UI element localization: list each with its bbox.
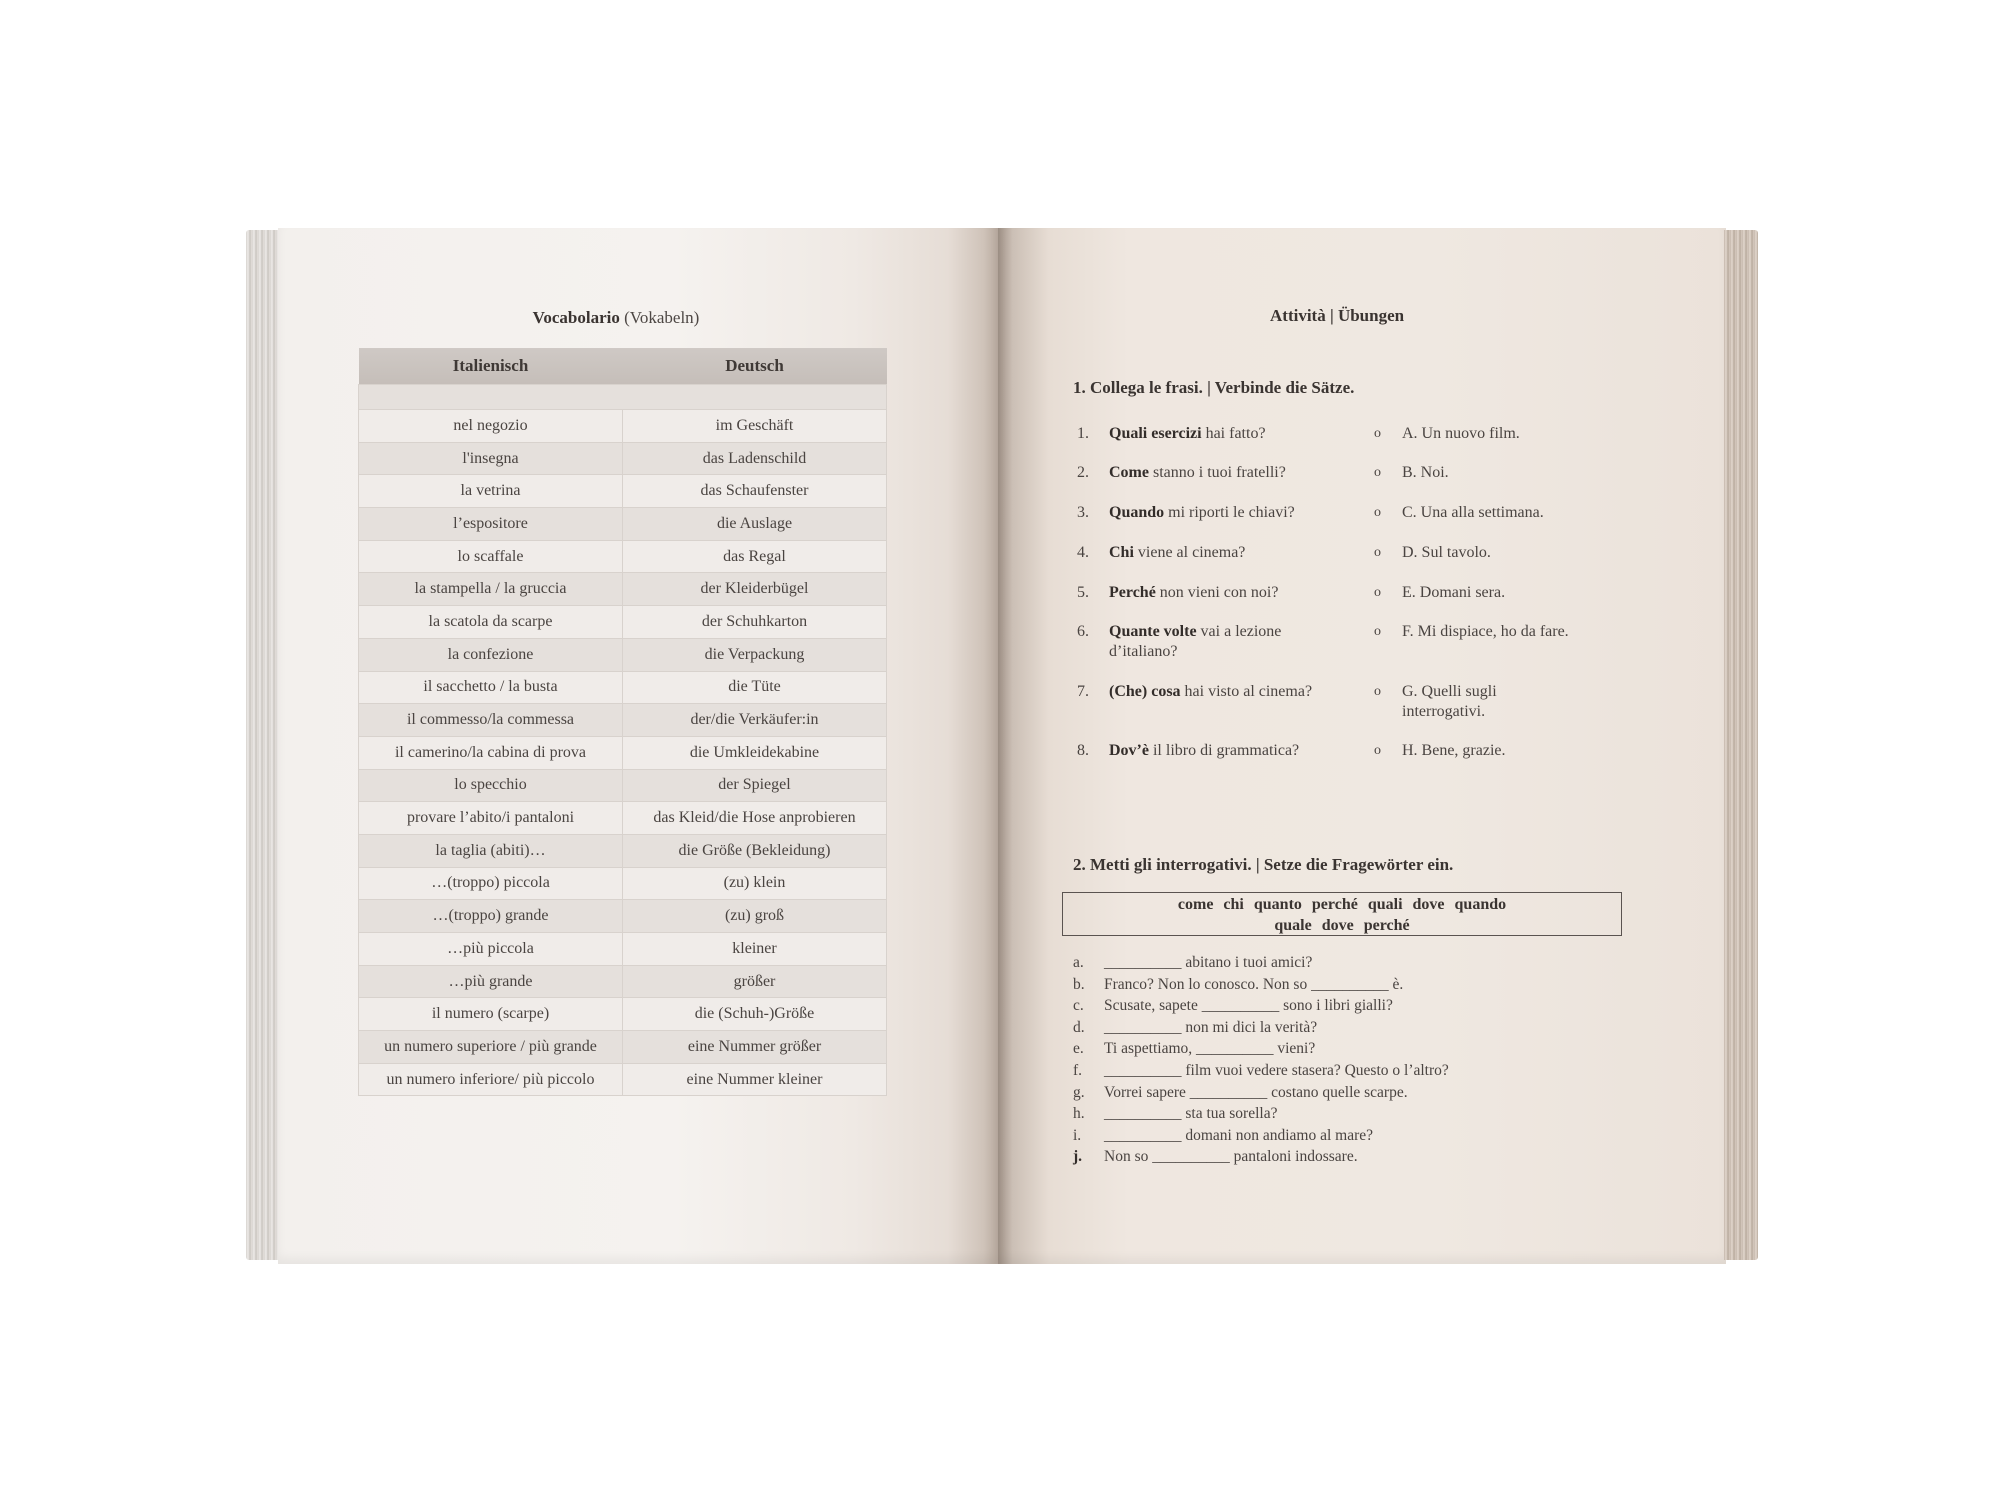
fill-in-sentence: [1073, 1103, 1277, 1124]
answer-bullet-icon: o: [1374, 426, 1381, 441]
fill-in-sentence: [1073, 1038, 1315, 1059]
question-number: 6.: [1077, 623, 1089, 640]
question-interrogative: Quante volte: [1109, 623, 1197, 640]
vocab-row: [359, 802, 887, 835]
question-interrogative: Quando: [1109, 504, 1165, 521]
vocab-row: [359, 606, 887, 639]
sentence-letter: b.: [1073, 975, 1085, 993]
vocab-german: (zu) klein: [623, 867, 887, 900]
word-bank-line-1: [1063, 894, 1621, 915]
answer-text: B. Noi.: [1402, 464, 1449, 481]
question-rest: vai a lezione d’italiano?: [1109, 623, 1282, 660]
answer-bullet-icon: o: [1374, 684, 1381, 699]
vocab-italian: la confezione: [359, 638, 623, 671]
vocab-german: der Spiegel: [623, 769, 887, 802]
vocab-body: [359, 385, 887, 1096]
vocab-german: (zu) groß: [623, 900, 887, 933]
vocab-italian: un numero inferiore/ più piccolo: [359, 1063, 623, 1096]
vocab-italian: la vetrina: [359, 475, 623, 508]
question-text: [1109, 682, 1339, 702]
vocab-row: [359, 671, 887, 704]
answer-text: F. Mi dispiace, ho da fare.: [1402, 623, 1569, 640]
question-text: [1109, 583, 1339, 603]
sentence-text: Ti aspettiamo, __________ vieni?: [1104, 1040, 1316, 1058]
word-bank-word: chi: [1223, 896, 1244, 913]
sentence-text: Vorrei sapere __________ costano quelle scarpe.: [1104, 1083, 1408, 1101]
vocab-row: [359, 933, 887, 966]
vocab-italian: il numero (scarpe): [359, 998, 623, 1031]
fill-in-sentence: [1073, 1125, 1373, 1146]
vocab-italian: l’espositore: [359, 508, 623, 541]
vocab-german: das Schaufenster: [623, 475, 887, 508]
question-text: [1109, 622, 1339, 662]
vocab-spacer-row: [359, 385, 887, 410]
question-rest: hai visto al cinema?: [1180, 683, 1313, 700]
sentence-text: Franco? Non lo conosco. Non so __________ è.: [1104, 975, 1404, 993]
word-bank-word: perché: [1311, 896, 1358, 913]
page-edges-left: [246, 230, 280, 1260]
sentence-text: __________ abitano i tuoi amici?: [1104, 954, 1313, 971]
sentence-letter: j.: [1073, 1148, 1083, 1166]
fill-in-sentence: [1073, 952, 1312, 973]
sentence-letter: a.: [1073, 954, 1084, 971]
vocab-german: der Schuhkarton: [623, 606, 887, 639]
vocab-row: [359, 704, 887, 737]
question-interrogative: Come: [1109, 464, 1149, 481]
question-interrogative: Chi: [1109, 544, 1134, 561]
question-number: 7.: [1077, 683, 1089, 700]
vocab-german: die Verpackung: [623, 638, 887, 671]
vocab-header-row: [359, 348, 887, 385]
activities-title: Attività | Übungen: [1270, 306, 1405, 325]
vocab-italian: il camerino/la cabina di prova: [359, 736, 623, 769]
vocab-row: [359, 834, 887, 867]
vocab-italian: lo specchio: [359, 769, 623, 802]
question-interrogative: (Che) cosa: [1109, 683, 1181, 700]
vocab-german: größer: [623, 965, 887, 998]
vocab-german: der Kleiderbügel: [623, 573, 887, 606]
question-text: [1109, 463, 1339, 483]
word-bank-word: quanto: [1253, 896, 1302, 913]
vocab-german: die Tüte: [623, 671, 887, 704]
word-bank-word: quale: [1274, 917, 1312, 934]
word-bank-word: dove: [1321, 917, 1354, 934]
vocab-row: [359, 1063, 887, 1096]
vocab-italian: la taglia (abiti)…: [359, 834, 623, 867]
fill-in-sentence: [1073, 1017, 1317, 1038]
vocab-row: [359, 540, 887, 573]
question-number: 3.: [1077, 504, 1089, 521]
question-rest: mi riporti le chiavi?: [1164, 504, 1295, 521]
answer-bullet-icon: o: [1374, 743, 1381, 758]
vocab-row: [359, 998, 887, 1031]
sentence-letter: g.: [1073, 1083, 1085, 1101]
vocab-german: eine Nummer kleiner: [623, 1063, 887, 1096]
answer-bullet-icon: o: [1374, 505, 1381, 520]
vocab-row: [359, 965, 887, 998]
vocab-italian: …(troppo) grande: [359, 900, 623, 933]
vocab-italian: il sacchetto / la busta: [359, 671, 623, 704]
vocab-german: der/die Verkäufer:in: [623, 704, 887, 737]
question-interrogative: Perché: [1109, 584, 1156, 601]
question-number: 5.: [1077, 584, 1089, 601]
question-rest: viene al cinema?: [1133, 544, 1246, 561]
vocab-german: die Größe (Bekleidung): [623, 834, 887, 867]
sentence-text: __________ domani non andiamo al mare?: [1104, 1126, 1374, 1144]
vocab-german: kleiner: [623, 933, 887, 966]
question-text: [1109, 424, 1339, 444]
vocab-italian: …più piccola: [359, 933, 623, 966]
vocab-german: das Regal: [623, 540, 887, 573]
answer-text: G. Quelli sugli interrogativi.: [1402, 683, 1497, 720]
word-bank: [1062, 892, 1622, 936]
vocab-italian: provare l’abito/i pantaloni: [359, 802, 623, 835]
vocab-italian: un numero superiore / più grande: [359, 1031, 623, 1064]
sentence-text: Scusate, sapete __________ sono i libri gialli?: [1104, 997, 1393, 1015]
vocab-col-header-it: Italienisch: [359, 348, 623, 385]
answer-text: E. Domani sera.: [1402, 584, 1506, 601]
vocab-row: [359, 475, 887, 508]
exercise-2-heading: 2. Metti gli interrogativi. | Setze die Fragewörter ein.: [1073, 855, 1454, 874]
vocab-italian: …più grande: [359, 965, 623, 998]
question-rest: stanno i tuoi fratelli?: [1148, 464, 1286, 481]
vocab-row: [359, 900, 887, 933]
fill-in-sentence: [1073, 974, 1403, 995]
answer-bullet-icon: o: [1374, 624, 1381, 639]
vocab-german: eine Nummer größer: [623, 1031, 887, 1064]
exercise-1-heading: 1. Collega le frasi. | Verbinde die Sätze.: [1073, 378, 1355, 397]
sentence-letter: f.: [1073, 1062, 1083, 1079]
sentence-letter: c.: [1073, 997, 1084, 1015]
question-interrogative: Dov’è: [1109, 742, 1149, 759]
sentence-letter: d.: [1073, 1018, 1085, 1036]
vocab-title-sub: (Vokabeln): [624, 308, 700, 327]
sentence-text: __________ sta tua sorella?: [1104, 1105, 1278, 1123]
sentence-letter: e.: [1073, 1040, 1084, 1058]
vocab-italian: lo scaffale: [359, 540, 623, 573]
vocab-italian: l'insegna: [359, 442, 623, 475]
word-bank-word: perché: [1363, 917, 1410, 934]
answer-text: H. Bene, grazie.: [1402, 742, 1506, 759]
vocab-row: [359, 573, 887, 606]
question-number: 1.: [1077, 425, 1089, 442]
vocab-row: [359, 410, 887, 443]
page-edges-right: [1724, 230, 1758, 1260]
word-bank-word: come: [1177, 896, 1214, 913]
vocab-row: [359, 442, 887, 475]
question-number: 2.: [1077, 464, 1089, 481]
vocab-italian: la scatola da scarpe: [359, 606, 623, 639]
fill-in-sentence: [1073, 995, 1393, 1016]
word-bank-word: quando: [1454, 896, 1507, 913]
answer-text: D. Sul tavolo.: [1402, 544, 1491, 561]
vocab-row: [359, 1031, 887, 1064]
question-text: [1109, 741, 1339, 761]
sentence-text: Non so __________ pantaloni indossare.: [1104, 1148, 1358, 1166]
vocab-title-main: Vocabolario: [532, 308, 620, 327]
fill-in-sentence: [1073, 1146, 1358, 1167]
answer-bullet-icon: o: [1374, 545, 1381, 560]
vocab-italian: il commesso/la commessa: [359, 704, 623, 737]
sentence-text: __________ film vuoi vedere stasera? Questo o l’altro?: [1104, 1062, 1449, 1079]
question-rest: non vieni con noi?: [1155, 584, 1279, 601]
sentence-letter: h.: [1073, 1105, 1085, 1123]
sentence-text: __________ non mi dici la verità?: [1104, 1018, 1318, 1036]
answer-text: C. Una alla settimana.: [1402, 504, 1544, 521]
vocab-german: das Ladenschild: [623, 442, 887, 475]
word-bank-word: dove: [1412, 896, 1445, 913]
question-text: [1109, 543, 1339, 563]
vocab-german: im Geschäft: [623, 410, 887, 443]
sentence-letter: i.: [1073, 1126, 1082, 1144]
question-number: 8.: [1077, 742, 1089, 759]
answer-bullet-icon: o: [1374, 585, 1381, 600]
vocab-row: [359, 638, 887, 671]
vocab-italian: nel negozio: [359, 410, 623, 443]
word-bank-line-2: [1063, 915, 1621, 936]
question-rest: il libro di grammatica?: [1148, 742, 1300, 759]
vocab-german: die (Schuh-)Größe: [623, 998, 887, 1031]
vocab-table: [358, 348, 887, 1096]
question-text: [1109, 503, 1339, 523]
vocab-german: die Umkleidekabine: [623, 736, 887, 769]
vocab-italian: …(troppo) piccola: [359, 867, 623, 900]
question-rest: hai fatto?: [1201, 425, 1266, 442]
vocab-german: die Auslage: [623, 508, 887, 541]
question-number: 4.: [1077, 544, 1089, 561]
fill-in-sentence: [1073, 1060, 1449, 1081]
vocab-row: [359, 867, 887, 900]
fill-in-sentence: [1073, 1082, 1408, 1103]
vocab-german: das Kleid/die Hose anprobieren: [623, 802, 887, 835]
vocab-spacer-cell: [359, 385, 887, 410]
vocab-col-header-de: Deutsch: [623, 348, 887, 385]
word-bank-word: quali: [1367, 896, 1403, 913]
vocab-row: [359, 769, 887, 802]
answer-bullet-icon: o: [1374, 465, 1381, 480]
question-interrogative: Quali esercizi: [1109, 425, 1202, 442]
vocab-row: [359, 736, 887, 769]
vocab-italian: la stampella / la gruccia: [359, 573, 623, 606]
vocab-title: [346, 308, 886, 328]
answer-text: A. Un nuovo film.: [1402, 425, 1520, 442]
vocab-row: [359, 508, 887, 541]
